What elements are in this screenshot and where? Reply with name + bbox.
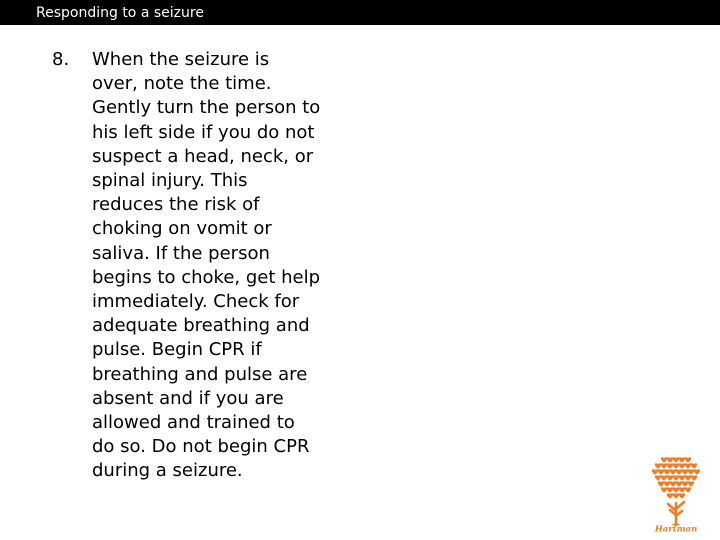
heart-shape	[667, 487, 673, 493]
heart-shape	[691, 463, 697, 469]
hartman-logo	[645, 455, 707, 533]
text-line: his left side if you do not	[92, 121, 315, 143]
heart-shape	[679, 487, 685, 493]
heart-shape	[682, 469, 688, 475]
list-item-number: 8.	[52, 49, 70, 70]
heart-shape	[685, 457, 691, 463]
heart-shape	[664, 481, 670, 487]
heart-shape	[655, 463, 661, 469]
heart-shape	[667, 475, 673, 481]
heart-shape	[673, 463, 679, 469]
heart-tree-logo-icon	[645, 455, 707, 533]
heart-shape	[667, 463, 673, 469]
text-line: breathing and pulse are	[92, 363, 308, 385]
heart-shape	[679, 463, 685, 469]
heart-shape	[667, 457, 673, 463]
text-line: When the seizure is	[92, 49, 270, 70]
heart-shape	[682, 481, 688, 487]
text-line: allowed and trained to	[92, 412, 295, 434]
text-line: pulse. Begin CPR if	[92, 339, 262, 361]
heart-shape	[685, 487, 691, 493]
text-line: during a seizure.	[92, 460, 243, 482]
slide-title: Responding to a seizure	[36, 5, 204, 21]
heart-shape	[685, 463, 691, 469]
heart-shape	[688, 481, 694, 487]
heart-shape	[673, 487, 679, 493]
logo-wordmark: Hartman	[654, 524, 698, 533]
text-line: begins to choke, get help	[92, 266, 321, 288]
text-line: immediately. Check for	[92, 291, 300, 313]
heart-shape	[655, 475, 661, 481]
slide-title-bar	[0, 0, 720, 25]
heart-shape	[673, 493, 679, 499]
heart-shape	[673, 475, 679, 481]
list-item-text	[92, 48, 392, 484]
heart-shape	[688, 469, 694, 475]
heart-shape	[661, 463, 667, 469]
heart-shape	[658, 481, 664, 487]
heart-shape	[667, 493, 673, 499]
text-line: over, note the time.	[92, 73, 272, 95]
text-line: spinal injury. This	[92, 170, 248, 192]
text-line: absent and if you are	[92, 387, 284, 409]
text-line: Gently turn the person to	[92, 97, 321, 119]
heart-shape	[679, 475, 685, 481]
text-line: reduces the risk of	[92, 194, 260, 216]
heart-shape	[676, 481, 682, 487]
heart-shape	[652, 469, 658, 475]
text-line: saliva. If the person	[92, 242, 270, 264]
text-line: choking on vomit or	[92, 218, 272, 240]
heart-shape	[664, 469, 670, 475]
text-line: do so. Do not begin CPR	[92, 436, 310, 458]
heart-shape	[679, 493, 685, 499]
heart-shape	[694, 469, 700, 475]
heart-shape	[676, 469, 682, 475]
heart-shape	[670, 481, 676, 487]
text-line: suspect a head, neck, or	[92, 145, 314, 167]
heart-shape	[679, 457, 685, 463]
heart-shape	[661, 457, 667, 463]
heart-shape	[685, 475, 691, 481]
heart-shape	[658, 469, 664, 475]
heart-shape	[673, 457, 679, 463]
heart-shape	[661, 487, 667, 493]
heart-shape	[661, 475, 667, 481]
heart-shape	[670, 469, 676, 475]
heart-shape	[691, 475, 697, 481]
text-line: adequate breathing and	[92, 315, 310, 337]
